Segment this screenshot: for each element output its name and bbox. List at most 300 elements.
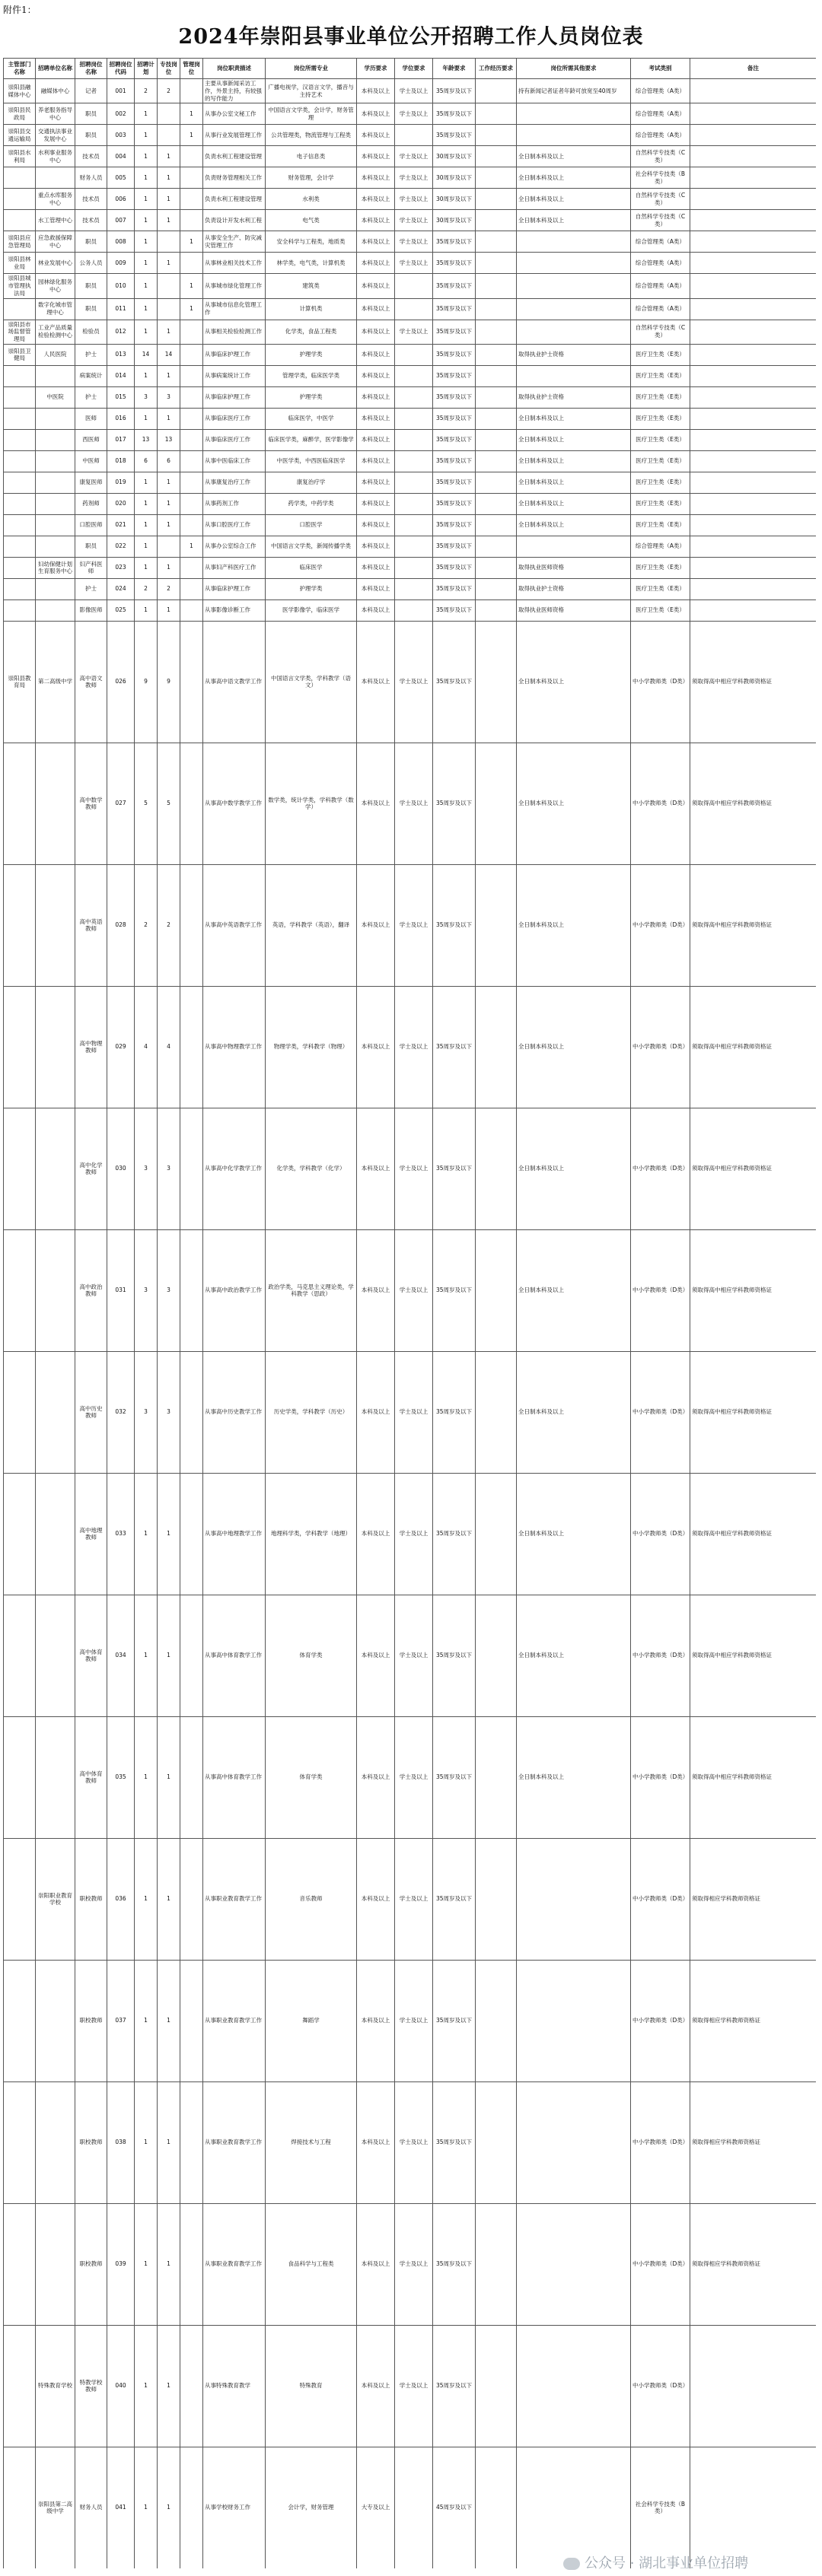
table-row (4, 1838, 817, 1960)
table-cell: 14 (158, 344, 180, 365)
table-cell (476, 167, 517, 189)
table-cell: 本科及以上 (357, 1229, 395, 1351)
column-header: 学历要求 (357, 59, 395, 79)
table-cell: 35周岁及以下 (433, 1716, 476, 1838)
table-cell (4, 450, 36, 472)
table-cell: 中小学教师类（D类） (631, 1716, 690, 1838)
table-cell: 学士及以上 (395, 320, 433, 344)
table-cell: 015 (107, 386, 135, 408)
table-cell: 3 (158, 1229, 180, 1351)
table-cell (476, 79, 517, 103)
table-cell (395, 493, 433, 514)
table-cell (690, 103, 817, 125)
table-cell (36, 450, 75, 472)
table-cell: 综合管理类（A类） (631, 274, 690, 298)
table-cell: 妇产科医师 (75, 557, 107, 578)
table-cell: 35周岁及以下 (433, 1595, 476, 1716)
table-cell (4, 864, 36, 986)
table-cell: 2 (158, 578, 180, 599)
table-cell (690, 344, 817, 365)
table-row (4, 514, 817, 536)
table-cell: 舞蹈学 (266, 1960, 357, 2081)
column-header: 学位要求 (395, 59, 433, 79)
table-cell: 药学类，中药学类 (266, 493, 357, 514)
table-cell (395, 274, 433, 298)
table-row (4, 2081, 817, 2203)
table-row (4, 79, 817, 103)
table-cell: 须取得高中相应学科教师资格证 (690, 864, 817, 986)
table-cell: 1 (135, 167, 158, 189)
column-header: 岗位职责描述 (203, 59, 266, 79)
table-cell (476, 1595, 517, 1716)
table-cell: 35周岁及以下 (433, 253, 476, 274)
table-cell: 35周岁及以下 (433, 1960, 476, 2081)
column-header: 专技岗位 (158, 59, 180, 79)
table-cell: 物理学类，学科教学（物理） (266, 986, 357, 1108)
table-cell: 002 (107, 103, 135, 125)
table-cell: 本科及以上 (357, 514, 395, 536)
table-cell (4, 557, 36, 578)
table-cell (395, 472, 433, 493)
table-cell: 水工管理中心 (36, 210, 75, 231)
table-cell: 化学类，学科教学（化学） (266, 1108, 357, 1229)
table-cell (690, 2447, 817, 2568)
table-cell: 本科及以上 (357, 125, 395, 146)
table-cell: 综合管理类（A类） (631, 103, 690, 125)
table-cell: 本科及以上 (357, 621, 395, 743)
table-cell (517, 103, 631, 125)
table-cell: 综合管理类（A类） (631, 298, 690, 320)
table-cell: 特殊教育 (266, 2325, 357, 2447)
table-cell: 1 (135, 514, 158, 536)
table-cell: 1 (135, 536, 158, 557)
table-cell: 35周岁及以下 (433, 408, 476, 429)
table-cell: 30周岁及以下 (433, 146, 476, 167)
table-cell: 医疗卫生类（E类） (631, 344, 690, 365)
table-cell: 本科及以上 (357, 578, 395, 599)
table-cell: 崇阳县林业局 (4, 253, 36, 274)
table-cell: 020 (107, 493, 135, 514)
table-cell: 1 (135, 103, 158, 125)
table-cell (690, 146, 817, 167)
table-cell (158, 125, 180, 146)
table-cell: 35周岁及以下 (433, 320, 476, 344)
table-cell: 从事行业发展管理工作 (203, 125, 266, 146)
table-cell (180, 557, 203, 578)
table-cell (690, 125, 817, 146)
table-cell (517, 1838, 631, 1960)
table-cell: 从事城市绿化管理工作 (203, 274, 266, 298)
table-cell: 林学类，电气类，计算机类 (266, 253, 357, 274)
table-cell: 数学类，统计学类，学科教学（数学） (266, 743, 357, 864)
table-cell (36, 578, 75, 599)
table-row (4, 621, 817, 743)
table-cell: 全日制本科及以上 (517, 472, 631, 493)
table-cell: 023 (107, 557, 135, 578)
table-cell (690, 472, 817, 493)
column-header: 管理岗位 (180, 59, 203, 79)
table-cell: 技术员 (75, 210, 107, 231)
table-cell (476, 365, 517, 386)
table-cell: 1 (135, 1716, 158, 1838)
table-cell: 全日制本科及以上 (517, 146, 631, 167)
table-cell: 1 (135, 2325, 158, 2447)
table-cell: 持有新闻记者证者年龄可放宽至40周岁 (517, 79, 631, 103)
table-cell (180, 320, 203, 344)
table-cell (690, 536, 817, 557)
table-cell (476, 189, 517, 210)
table-cell (4, 189, 36, 210)
table-cell: 中国语言文学类，新闻传播学类 (266, 536, 357, 557)
table-cell: 022 (107, 536, 135, 557)
table-cell: 财务人员 (75, 167, 107, 189)
table-cell: 化学类，食品工程类 (266, 320, 357, 344)
page-title: 2024年崇阳县事业单位公开招聘工作人员岗位表 (178, 25, 644, 49)
table-cell: 35周岁及以下 (433, 344, 476, 365)
table-cell: 从事办公室文秘工作 (203, 103, 266, 125)
table-cell: 医疗卫生类（E类） (631, 557, 690, 578)
table-cell: 从事高中政治教学工作 (203, 1229, 266, 1351)
table-cell: 1 (158, 320, 180, 344)
table-cell: 1 (180, 536, 203, 557)
table-cell: 计算机类 (266, 298, 357, 320)
table-cell: 职校教师 (75, 2203, 107, 2325)
table-cell: 019 (107, 472, 135, 493)
table-cell (476, 408, 517, 429)
table-cell: 35周岁及以下 (433, 621, 476, 743)
table-row (4, 320, 817, 344)
table-cell: 037 (107, 1960, 135, 2081)
table-row (4, 493, 817, 514)
table-cell (4, 1838, 36, 1960)
table-cell (4, 1473, 36, 1595)
table-cell: 自然科学专技类（C类） (631, 146, 690, 167)
table-cell (36, 1229, 75, 1351)
table-cell (4, 493, 36, 514)
table-cell (36, 536, 75, 557)
table-cell: 1 (135, 189, 158, 210)
table-cell (36, 1716, 75, 1838)
table-cell (158, 536, 180, 557)
table-cell: 本科及以上 (357, 365, 395, 386)
table-cell (476, 514, 517, 536)
table-cell: 建筑类 (266, 274, 357, 298)
table-cell (476, 472, 517, 493)
table-cell: 焊接技术与工程 (266, 2081, 357, 2203)
table-cell: 本科及以上 (357, 274, 395, 298)
table-cell (476, 253, 517, 274)
table-cell: 全日制本科及以上 (517, 1108, 631, 1229)
table-cell: 013 (107, 344, 135, 365)
table-row (4, 1595, 817, 1716)
table-cell: 临床医学，中医学 (266, 408, 357, 429)
table-cell: 药剂师 (75, 493, 107, 514)
table-cell: 本科及以上 (357, 429, 395, 450)
table-cell: 中小学教师类（D类） (631, 1595, 690, 1716)
table-cell: 财务人员 (75, 2447, 107, 2568)
table-cell: 康复医师 (75, 472, 107, 493)
table-cell: 6 (158, 450, 180, 472)
table-cell: 35周岁及以下 (433, 743, 476, 864)
table-cell: 1 (180, 298, 203, 320)
table-cell: 007 (107, 210, 135, 231)
table-cell (4, 2447, 36, 2568)
table-cell (690, 429, 817, 450)
table-cell (4, 472, 36, 493)
table-cell: 综合管理类（A类） (631, 231, 690, 253)
table-cell: 自然科学专技类（C类） (631, 210, 690, 231)
table-cell: 医疗卫生类（E类） (631, 472, 690, 493)
table-cell (180, 2081, 203, 2203)
table-cell: 3 (135, 1108, 158, 1229)
table-cell (4, 578, 36, 599)
table-cell: 034 (107, 1595, 135, 1716)
table-cell (517, 2325, 631, 2447)
table-row (4, 167, 817, 189)
table-cell: 崇阳县市场监督管理局 (4, 320, 36, 344)
table-cell (517, 2447, 631, 2568)
table-cell: 从事影像诊断工作 (203, 599, 266, 621)
table-cell: 中小学教师类（D类） (631, 1351, 690, 1473)
table-cell: 1 (158, 1473, 180, 1595)
table-cell (476, 743, 517, 864)
table-cell: 学士及以上 (395, 1473, 433, 1595)
table-cell (180, 1229, 203, 1351)
table-cell: 从事职业教育教学工作 (203, 1838, 266, 1960)
table-cell: 35周岁及以下 (433, 450, 476, 472)
table-cell: 负责财务管理相关工作 (203, 167, 266, 189)
table-cell: 须取得相应学科教师资格证 (690, 2203, 817, 2325)
table-cell: 1 (158, 2325, 180, 2447)
table-cell: 中小学教师类（D类） (631, 1473, 690, 1595)
table-cell (36, 408, 75, 429)
table-cell: 1 (158, 167, 180, 189)
table-cell (180, 344, 203, 365)
table-cell (4, 210, 36, 231)
table-cell (476, 1473, 517, 1595)
table-cell: 记者 (75, 79, 107, 103)
table-cell: 本科及以上 (357, 189, 395, 210)
table-cell: 医学影像学，临床医学 (266, 599, 357, 621)
table-cell: 交通执法事业发展中心 (36, 125, 75, 146)
table-cell: 1 (158, 493, 180, 514)
table-cell: 1 (135, 253, 158, 274)
table-row (4, 274, 817, 298)
table-cell: 本科及以上 (357, 1351, 395, 1473)
table-cell: 1 (158, 210, 180, 231)
table-cell: 学士及以上 (395, 743, 433, 864)
table-cell (476, 578, 517, 599)
table-cell (36, 472, 75, 493)
table-cell (36, 743, 75, 864)
table-row (4, 298, 817, 320)
table-cell: 综合管理类（A类） (631, 125, 690, 146)
table-cell: 3 (135, 1351, 158, 1473)
table-cell: 须取得高中相应学科教师资格证 (690, 1716, 817, 1838)
table-cell: 食品科学与工程类 (266, 2203, 357, 2325)
table-cell (180, 167, 203, 189)
table-cell (180, 1595, 203, 1716)
table-cell: 医疗卫生类（E类） (631, 578, 690, 599)
table-cell (517, 231, 631, 253)
table-cell: 1 (135, 557, 158, 578)
table-row (4, 1960, 817, 2081)
table-cell: 从事康复治疗工作 (203, 472, 266, 493)
table-cell (36, 1473, 75, 1595)
table-cell: 041 (107, 2447, 135, 2568)
table-cell (395, 450, 433, 472)
table-cell: 中小学教师类（D类） (631, 986, 690, 1108)
table-cell: 035 (107, 1716, 135, 1838)
table-cell: 学士及以上 (395, 1351, 433, 1473)
table-cell: 1 (158, 2447, 180, 2568)
table-cell (690, 320, 817, 344)
table-cell (158, 231, 180, 253)
table-cell: 中小学教师类（D类） (631, 2203, 690, 2325)
table-cell: 大专及以上 (357, 2447, 395, 2568)
column-header: 招聘岗位名称 (75, 59, 107, 79)
table-cell: 全日制本科及以上 (517, 1716, 631, 1838)
table-cell (690, 365, 817, 386)
table-cell: 公务人员 (75, 253, 107, 274)
table-cell: 学士及以上 (395, 146, 433, 167)
table-cell: 医疗卫生类（E类） (631, 408, 690, 429)
table-cell: 须取得高中相应学科教师资格证 (690, 1229, 817, 1351)
table-cell: 职员 (75, 274, 107, 298)
table-row (4, 536, 817, 557)
table-cell: 医疗卫生类（E类） (631, 450, 690, 472)
table-cell: 35周岁及以下 (433, 472, 476, 493)
table-cell (4, 167, 36, 189)
table-cell (180, 146, 203, 167)
table-cell: 病案统计 (75, 365, 107, 386)
table-cell: 35周岁及以下 (433, 1473, 476, 1595)
table-cell: 主要从事新闻采访工作，外景主持，有较强的写作能力 (203, 79, 266, 103)
table-cell: 本科及以上 (357, 599, 395, 621)
table-cell (180, 1716, 203, 1838)
table-cell: 学士及以上 (395, 864, 433, 986)
table-cell (180, 1108, 203, 1229)
table-cell: 35周岁及以下 (433, 386, 476, 408)
table-cell: 35周岁及以下 (433, 274, 476, 298)
table-cell: 从事药剂工作 (203, 493, 266, 514)
table-cell (395, 298, 433, 320)
table-cell (690, 2325, 817, 2447)
table-cell (395, 599, 433, 621)
table-cell: 2 (135, 578, 158, 599)
table-cell: 社会科学专技类（B类） (631, 2447, 690, 2568)
table-cell: 会计学，财务管理 (266, 2447, 357, 2568)
table-cell: 009 (107, 253, 135, 274)
table-row (4, 429, 817, 450)
table-cell (690, 298, 817, 320)
table-cell: 职校教师 (75, 2081, 107, 2203)
table-cell: 全日制本科及以上 (517, 1229, 631, 1351)
table-cell (476, 231, 517, 253)
table-cell: 高中体育教师 (75, 1595, 107, 1716)
table-cell: 001 (107, 79, 135, 103)
table-cell: 中小学教师类（D类） (631, 743, 690, 864)
table-cell: 取得执业医师资格 (517, 599, 631, 621)
table-cell: 1 (135, 1473, 158, 1595)
table-row (4, 231, 817, 253)
table-cell (476, 557, 517, 578)
table-cell: 本科及以上 (357, 2081, 395, 2203)
table-cell: 本科及以上 (357, 1716, 395, 1838)
table-cell: 032 (107, 1351, 135, 1473)
table-cell: 康复治疗学 (266, 472, 357, 493)
table-cell: 中医学类，中西医临床医学 (266, 450, 357, 472)
table-cell: 学士及以上 (395, 2203, 433, 2325)
table-cell: 1 (158, 1838, 180, 1960)
table-cell: 从事高中英语教学工作 (203, 864, 266, 986)
table-cell: 医疗卫生类（E类） (631, 514, 690, 536)
table-cell: 从事高中物理教学工作 (203, 986, 266, 1108)
table-cell (690, 274, 817, 298)
table-row (4, 743, 817, 864)
table-cell (476, 1351, 517, 1473)
table-cell: 水利类 (266, 189, 357, 210)
table-cell: 35周岁及以下 (433, 557, 476, 578)
table-cell: 音乐教师 (266, 1838, 357, 1960)
table-cell: 1 (180, 231, 203, 253)
table-cell: 学士及以上 (395, 1838, 433, 1960)
table-cell: 35周岁及以下 (433, 2081, 476, 2203)
table-cell: 安全科学与工程类，地质类 (266, 231, 357, 253)
table-cell: 本科及以上 (357, 103, 395, 125)
table-cell: 1 (135, 599, 158, 621)
table-cell: 本科及以上 (357, 320, 395, 344)
table-cell: 35周岁及以下 (433, 103, 476, 125)
table-cell: 3 (135, 1229, 158, 1351)
watermark (563, 2552, 748, 2572)
table-cell: 本科及以上 (357, 743, 395, 864)
table-cell (180, 986, 203, 1108)
table-cell: 1 (180, 125, 203, 146)
table-cell (36, 514, 75, 536)
table-cell: 1 (135, 231, 158, 253)
table-cell: 护理学类 (266, 386, 357, 408)
table-cell (180, 210, 203, 231)
table-cell: 负责水利工程建设管理 (203, 189, 266, 210)
table-cell: 学士及以上 (395, 1229, 433, 1351)
table-row (4, 2447, 817, 2568)
table-cell: 高中语文教师 (75, 621, 107, 743)
table-cell: 1 (158, 146, 180, 167)
table-cell: 护士 (75, 578, 107, 599)
table-cell: 1 (135, 472, 158, 493)
table-row (4, 450, 817, 472)
table-cell (690, 493, 817, 514)
table-row (4, 189, 817, 210)
table-cell: 崇阳县教育局 (4, 621, 36, 743)
table-cell: 护理学类 (266, 344, 357, 365)
table-cell (395, 2447, 433, 2568)
table-cell: 自然科学专技类（C类） (631, 320, 690, 344)
table-cell: 职员 (75, 298, 107, 320)
table-cell: 养老服务指导中心 (36, 103, 75, 125)
table-cell: 学士及以上 (395, 189, 433, 210)
table-cell: 学士及以上 (395, 2325, 433, 2447)
table-cell: 从事相关检验检测工作 (203, 320, 266, 344)
table-cell (4, 2203, 36, 2325)
table-cell: 1 (135, 125, 158, 146)
table-cell: 学士及以上 (395, 167, 433, 189)
table-cell: 职员 (75, 231, 107, 253)
table-cell: 024 (107, 578, 135, 599)
table-cell: 崇阳职业教育学校 (36, 1838, 75, 1960)
column-header: 招聘岗位代码 (107, 59, 135, 79)
